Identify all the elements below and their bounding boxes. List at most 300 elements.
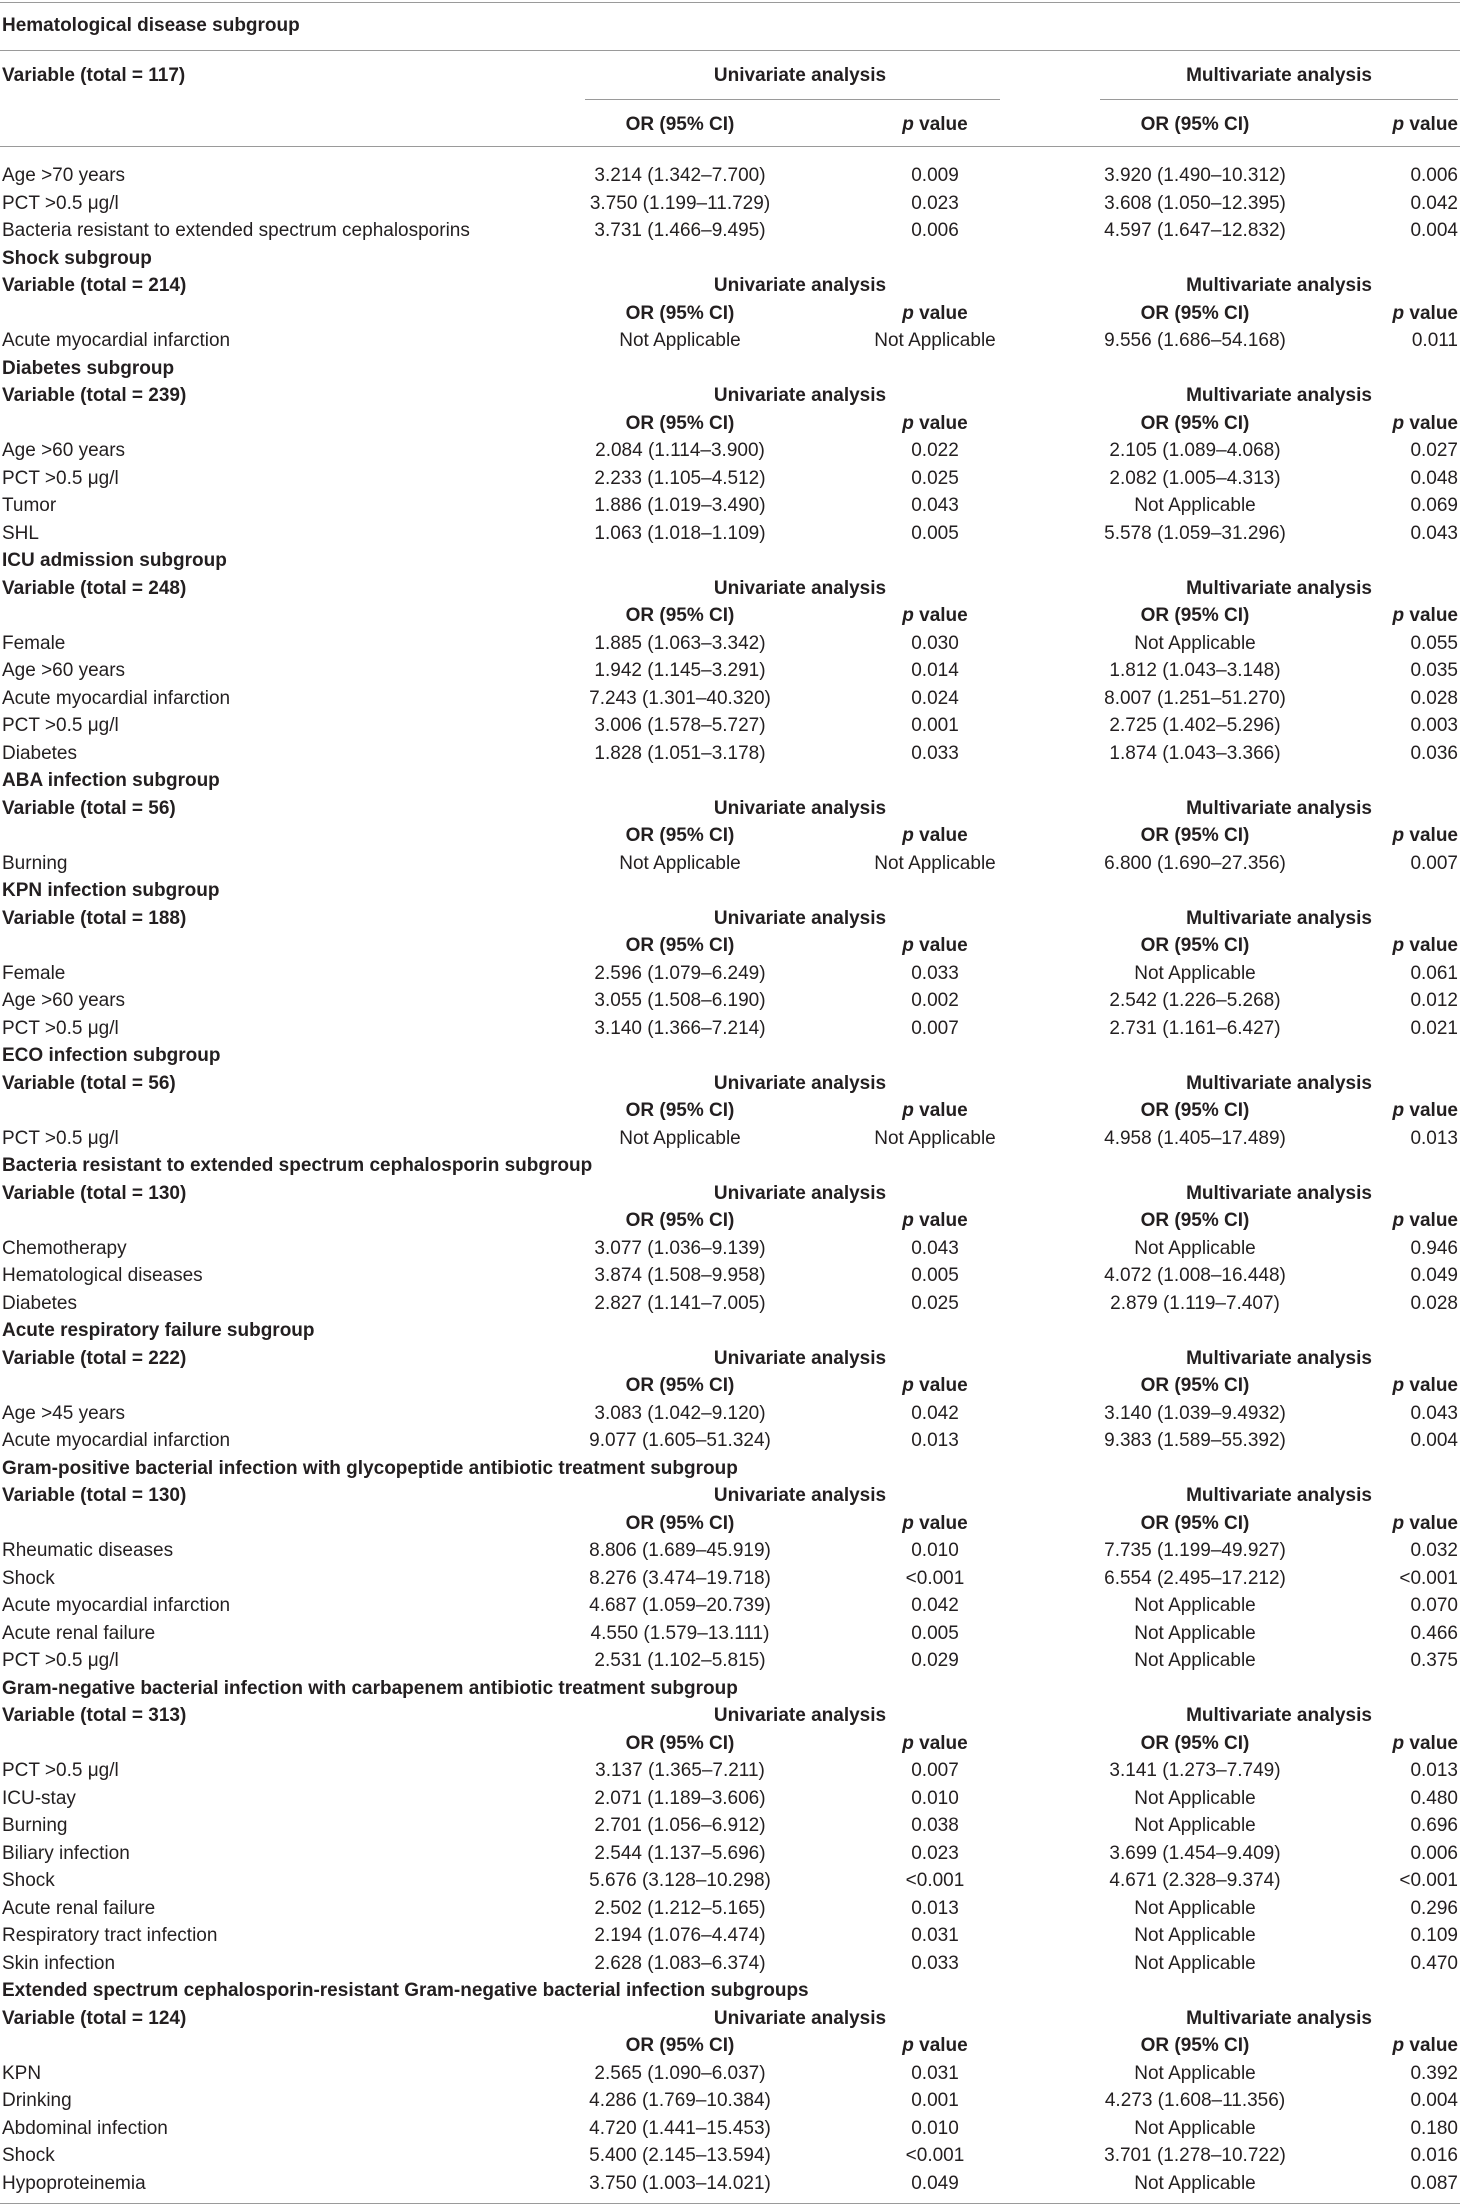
multivariate-p: 0.006 — [1410, 1843, 1458, 1864]
p-rest: value — [1404, 1375, 1458, 1396]
variable-header: Variable (total = 130) — [2, 1183, 187, 1204]
variable-name: Age >60 years — [2, 660, 126, 681]
multivariate-or: 3.701 (1.278–10.722) — [1104, 2145, 1286, 2166]
or-ci-header: OR (95% CI) — [625, 2035, 735, 2056]
p-italic: p — [1392, 303, 1405, 324]
or-ci-header: OR (95% CI) — [625, 605, 735, 626]
multivariate-p: 0.036 — [1410, 743, 1458, 764]
univariate-header: Univariate analysis — [713, 1073, 887, 1094]
subgroup-title — [0, 12, 1460, 39]
multivariate-p: 0.069 — [1410, 495, 1458, 516]
subgroup-title-text: Gram-positive bacterial infection with glycopeptide antibiotic treatment subgroup — [2, 1458, 738, 1479]
or-ci-header: OR (95% CI) — [625, 413, 735, 434]
univariate-or: 2.544 (1.137–5.696) — [594, 1843, 766, 1864]
subgroup-title — [0, 1042, 1460, 1069]
p-value-header — [860, 932, 1010, 959]
p-italic: p — [1392, 1513, 1405, 1534]
multivariate-p: 0.392 — [1410, 2063, 1458, 2084]
multivariate-or: 8.007 (1.251–51.270) — [1104, 688, 1286, 709]
p-italic: p — [902, 825, 914, 846]
multivariate-header: Multivariate analysis — [1186, 1485, 1372, 1506]
univariate-or: 4.550 (1.579–13.111) — [590, 1623, 770, 1644]
variable-name: Drinking — [2, 2090, 72, 2111]
variable-header: Variable (total = 117) — [2, 65, 186, 86]
header-row-2 — [0, 1097, 1460, 1124]
table-row — [0, 1262, 1460, 1289]
table-row — [0, 1125, 1460, 1152]
subgroup-title — [0, 1675, 1460, 1702]
multivariate-p: 0.028 — [1410, 688, 1458, 709]
header-row-2 — [0, 410, 1460, 437]
univariate-or: 3.077 (1.036–9.139) — [594, 1238, 766, 1259]
multivariate-header: Multivariate analysis — [1186, 2008, 1372, 2029]
or-ci-header: OR (95% CI) — [625, 1375, 735, 1396]
table-row — [0, 1620, 1460, 1647]
variable-name: KPN — [2, 2063, 42, 2084]
variable-name: Diabetes — [2, 1293, 77, 1314]
variable-name: PCT >0.5 μg/l — [2, 193, 119, 214]
multivariate-or: 6.800 (1.690–27.356) — [1104, 853, 1286, 874]
univariate-p: 0.007 — [911, 1018, 959, 1039]
multivariate-or: 2.725 (1.402–5.296) — [1109, 715, 1281, 736]
univariate-or: 2.531 (1.102–5.815) — [594, 1650, 766, 1671]
univariate-header: Univariate analysis — [713, 908, 887, 929]
p-italic: p — [902, 2035, 914, 2056]
univariate-or: 3.750 (1.199–11.729) — [589, 193, 771, 214]
or-ci-header: OR (95% CI) — [625, 1733, 735, 1754]
p-italic: p — [902, 935, 914, 956]
subgroup-title — [0, 355, 1460, 382]
univariate-header: Univariate analysis — [713, 275, 887, 296]
p-italic: p — [1392, 825, 1405, 846]
univariate-or: 1.063 (1.018–1.109) — [594, 523, 766, 544]
title-rule — [0, 50, 1460, 51]
variable-header: Variable (total = 214) — [2, 275, 187, 296]
multivariate-or: 7.735 (1.199–49.927) — [1104, 1540, 1286, 1561]
variable-name: Acute myocardial infarction — [2, 1595, 231, 1616]
multivariate-header: Multivariate analysis — [1186, 275, 1372, 296]
or-ci-header: OR (95% CI) — [1140, 1375, 1250, 1396]
table-row — [0, 437, 1460, 464]
variable-name: Age >60 years — [2, 990, 126, 1011]
univariate-p: 0.010 — [911, 1788, 959, 1809]
multivariate-p: 0.013 — [1410, 1128, 1458, 1149]
header-row-1 — [0, 1070, 1460, 1097]
variable-name: Shock — [2, 2145, 55, 2166]
p-value-header — [860, 300, 1010, 327]
p-value-header — [860, 1097, 1010, 1124]
variable-name: PCT >0.5 μg/l — [2, 1128, 119, 1149]
header-row-2 — [0, 300, 1460, 327]
multivariate-p: 0.027 — [1410, 440, 1458, 461]
variable-name: Acute renal failure — [2, 1623, 156, 1644]
table-row — [0, 685, 1460, 712]
variable-header: Variable (total = 188) — [2, 908, 187, 929]
multivariate-header: Multivariate analysis — [1186, 578, 1372, 599]
p-rest: value — [913, 1513, 968, 1534]
variable-name: Acute myocardial infarction — [2, 1430, 231, 1451]
or-ci-header: OR (95% CI) — [1140, 1733, 1250, 1754]
or-ci-header: OR (95% CI) — [1140, 413, 1250, 434]
univariate-or: 1.828 (1.051–3.178) — [594, 743, 766, 764]
p-italic: p — [902, 1100, 914, 1121]
header-row-1 — [0, 1702, 1460, 1729]
univariate-or: 1.942 (1.145–3.291) — [594, 660, 766, 681]
variable-name: Chemotherapy — [2, 1238, 127, 1259]
multivariate-or: 2.542 (1.226–5.268) — [1109, 990, 1281, 1011]
univariate-p: 0.005 — [911, 1265, 959, 1286]
p-rest: value — [913, 1375, 968, 1396]
p-value-header — [860, 1730, 1010, 1757]
header-row-1 — [0, 795, 1460, 822]
univariate-or: 5.400 (2.145–13.594) — [589, 2145, 771, 2166]
multivariate-p: 0.013 — [1410, 1760, 1458, 1781]
multivariate-p: <0.001 — [1399, 1870, 1458, 1891]
variable-name: Shock — [2, 1568, 55, 1589]
variable-name: PCT >0.5 μg/l — [2, 1018, 119, 1039]
header-row-2 — [0, 1510, 1460, 1537]
multivariate-or: 2.731 (1.161–6.427) — [1109, 1018, 1281, 1039]
variable-name: Diabetes — [2, 743, 77, 764]
multivariate-header: Multivariate analysis — [1186, 798, 1372, 819]
univariate-or: 2.194 (1.076–4.474) — [594, 1925, 766, 1946]
univariate-header: Univariate analysis — [713, 65, 887, 86]
multivariate-header: Multivariate analysis — [1186, 65, 1372, 86]
table-row — [0, 217, 1460, 244]
or-ci-header: OR (95% CI) — [625, 114, 735, 135]
multivariate-header: Multivariate analysis — [1186, 1183, 1372, 1204]
table-row — [0, 740, 1460, 767]
table-row — [0, 1950, 1460, 1977]
multivariate-or: 4.072 (1.008–16.448) — [1104, 1265, 1286, 1286]
p-rest: value — [1404, 605, 1458, 626]
or-ci-header: OR (95% CI) — [1140, 935, 1250, 956]
p-italic: p — [1392, 2035, 1405, 2056]
variable-header: Variable (total = 56) — [2, 798, 176, 819]
multivariate-or: 2.879 (1.119–7.407) — [1110, 1293, 1280, 1314]
multivariate-p: 0.375 — [1410, 1650, 1458, 1671]
p-italic: p — [1392, 605, 1405, 626]
p-value-header — [1310, 822, 1458, 849]
univariate-p: <0.001 — [905, 1870, 965, 1891]
subgroup-title-text: Acute respiratory failure subgroup — [2, 1320, 315, 1341]
variable-name: ICU-stay — [2, 1788, 76, 1809]
univariate-p: 0.014 — [911, 660, 959, 681]
univariate-p: 0.033 — [911, 1953, 959, 1974]
variable-header: Variable (total = 56) — [2, 1073, 176, 1094]
multivariate-p: 0.466 — [1410, 1623, 1458, 1644]
table-row — [0, 712, 1460, 739]
univariate-p: 0.023 — [911, 193, 959, 214]
header-row-1 — [0, 382, 1460, 409]
multivariate-or: 3.608 (1.050–12.395) — [1104, 193, 1286, 214]
univariate-header: Univariate analysis — [713, 2008, 887, 2029]
table-row — [0, 1867, 1460, 1894]
multivariate-p: 0.021 — [1410, 1018, 1458, 1039]
variable-header: Variable (total = 124) — [2, 2008, 187, 2029]
p-rest: value — [1404, 303, 1458, 324]
table-row — [0, 520, 1460, 547]
univariate-or: 3.214 (1.342–7.700) — [594, 165, 766, 186]
multivariate-p: 0.011 — [1411, 330, 1458, 351]
univariate-header: Univariate analysis — [713, 385, 887, 406]
univariate-or: 4.720 (1.441–15.453) — [589, 2118, 771, 2139]
p-rest: value — [1404, 1733, 1458, 1754]
table-row — [0, 1565, 1460, 1592]
p-value-header — [1310, 300, 1458, 327]
univariate-p: 0.001 — [911, 2090, 959, 2111]
univariate-p: 0.024 — [911, 688, 959, 709]
multivariate-or: Not Applicable — [1134, 1925, 1256, 1946]
variable-header: Variable (total = 130) — [2, 1485, 187, 1506]
header-row-1 — [0, 272, 1460, 299]
multivariate-or: Not Applicable — [1134, 1815, 1256, 1836]
univariate-or: 2.701 (1.056–6.912) — [594, 1815, 766, 1836]
univariate-or: 2.233 (1.105–4.512) — [594, 468, 766, 489]
multivariate-header: Multivariate analysis — [1186, 1348, 1372, 1369]
univariate-or: 3.140 (1.366–7.214) — [594, 1018, 766, 1039]
variable-name: Abdominal infection — [2, 2118, 168, 2139]
or-ci-header: OR (95% CI) — [625, 825, 735, 846]
variable-name: Burning — [2, 853, 68, 874]
table-row — [0, 987, 1460, 1014]
table-row — [0, 1537, 1460, 1564]
univariate-or: 3.750 (1.003–14.021) — [589, 2173, 771, 2194]
multivariate-or: Not Applicable — [1134, 633, 1256, 654]
variable-name: Acute myocardial infarction — [2, 330, 231, 351]
table-row — [0, 1647, 1460, 1674]
header-row-2 — [0, 602, 1460, 629]
variable-header: Variable (total = 313) — [2, 1705, 187, 1726]
univariate-or: 3.006 (1.578–5.727) — [594, 715, 766, 736]
variable-header: Variable (total = 248) — [2, 578, 187, 599]
p-value-header — [1310, 1510, 1458, 1537]
bottom-rule — [0, 2203, 1460, 2204]
p-rest: value — [1404, 825, 1458, 846]
table-row — [0, 1290, 1460, 1317]
or-ci-header: OR (95% CI) — [625, 1210, 735, 1231]
multivariate-or: 9.556 (1.686–54.168) — [1104, 330, 1286, 351]
univariate-p: 0.033 — [911, 743, 959, 764]
univariate-p: 0.006 — [911, 220, 959, 241]
univariate-header: Univariate analysis — [713, 1705, 887, 1726]
header-row-1 — [0, 1482, 1460, 1509]
multivariate-p: 0.006 — [1410, 165, 1458, 186]
table-row — [0, 327, 1460, 354]
p-value-header — [860, 1372, 1010, 1399]
or-ci-header: OR (95% CI) — [625, 1100, 735, 1121]
subgroup-title — [0, 547, 1460, 574]
multivariate-or: 9.383 (1.589–55.392) — [1104, 1430, 1286, 1451]
p-value-header — [1310, 1372, 1458, 1399]
multivariate-p: 0.003 — [1410, 715, 1458, 736]
univariate-or: 4.286 (1.769–10.384) — [589, 2090, 771, 2111]
univariate-header: Univariate analysis — [713, 1485, 887, 1506]
multivariate-p: 0.055 — [1410, 633, 1458, 654]
univariate-p: 0.023 — [911, 1843, 959, 1864]
multivariate-p: 0.028 — [1410, 1293, 1458, 1314]
p-rest: value — [913, 1733, 968, 1754]
univariate-or: 2.071 (1.189–3.606) — [594, 1788, 766, 1809]
p-italic: p — [902, 114, 914, 135]
univariate-p: Not Applicable — [874, 853, 996, 874]
p-rest: value — [913, 935, 968, 956]
table-row — [0, 2115, 1460, 2142]
univariate-or: 3.731 (1.466–9.495) — [594, 220, 766, 241]
multivariate-or: 1.874 (1.043–3.366) — [1109, 743, 1281, 764]
univariate-underline — [585, 99, 1000, 100]
variable-name: Tumor — [2, 495, 57, 516]
or-ci-header: OR (95% CI) — [625, 935, 735, 956]
variable-name: Biliary infection — [2, 1843, 130, 1864]
table-row — [0, 2142, 1460, 2169]
p-rest: value — [913, 413, 968, 434]
subgroup-title — [0, 245, 1460, 272]
table-row — [0, 492, 1460, 519]
variable-name: Shock — [2, 1870, 55, 1891]
multivariate-or: Not Applicable — [1134, 1623, 1256, 1644]
multivariate-or: Not Applicable — [1134, 1650, 1256, 1671]
or-ci-header: OR (95% CI) — [1140, 605, 1250, 626]
univariate-p: 0.033 — [911, 963, 959, 984]
p-italic: p — [1392, 114, 1405, 135]
multivariate-header: Multivariate analysis — [1186, 1073, 1372, 1094]
p-rest: value — [913, 303, 968, 324]
multivariate-p: 0.042 — [1410, 193, 1458, 214]
multivariate-or: 4.671 (2.328–9.374) — [1109, 1870, 1281, 1891]
or-ci-header: OR (95% CI) — [1140, 2035, 1250, 2056]
p-italic: p — [1392, 1733, 1405, 1754]
univariate-p: 0.043 — [911, 495, 959, 516]
univariate-p: 0.029 — [911, 1650, 959, 1671]
p-italic: p — [1392, 1100, 1405, 1121]
p-value-header — [1310, 1097, 1458, 1124]
multivariate-p: 0.035 — [1410, 660, 1458, 681]
header-row-2 — [0, 2032, 1460, 2059]
variable-name: SHL — [2, 523, 39, 544]
table-row — [0, 657, 1460, 684]
multivariate-or: 6.554 (2.495–17.212) — [1104, 1568, 1286, 1589]
multivariate-or: 3.920 (1.490–10.312) — [1104, 165, 1286, 186]
multivariate-p: 0.004 — [1410, 2090, 1458, 2111]
univariate-or: 3.874 (1.508–9.958) — [594, 1265, 766, 1286]
table-row — [0, 2170, 1460, 2197]
p-italic: p — [902, 303, 914, 324]
univariate-p: 0.013 — [911, 1430, 959, 1451]
variable-name: PCT >0.5 μg/l — [2, 468, 119, 489]
multivariate-or: Not Applicable — [1134, 2118, 1256, 2139]
p-value-header — [860, 1510, 1010, 1537]
p-value-header — [1310, 410, 1458, 437]
multivariate-p: 0.180 — [1410, 2118, 1458, 2139]
univariate-p: 0.013 — [911, 1898, 959, 1919]
univariate-p: 0.049 — [911, 2173, 959, 2194]
variable-header: Variable (total = 222) — [2, 1348, 187, 1369]
multivariate-p: 0.480 — [1410, 1788, 1458, 1809]
header-row-2 — [0, 822, 1460, 849]
p-rest: value — [1404, 1100, 1458, 1121]
multivariate-or: 3.699 (1.454–9.409) — [1109, 1843, 1281, 1864]
multivariate-p: 0.012 — [1410, 990, 1458, 1011]
univariate-or: Not Applicable — [619, 853, 741, 874]
univariate-p: 0.042 — [911, 1595, 959, 1616]
multivariate-header: Multivariate analysis — [1186, 908, 1372, 929]
p-value-header — [860, 410, 1010, 437]
header-row-2 — [0, 1372, 1460, 1399]
header-row-1 — [0, 2005, 1460, 2032]
variable-name: Age >70 years — [2, 165, 126, 186]
univariate-or: 2.502 (1.212–5.165) — [594, 1898, 766, 1919]
multivariate-p: 0.032 — [1410, 1540, 1458, 1561]
univariate-header: Univariate analysis — [713, 798, 887, 819]
multivariate-or: 5.578 (1.059–31.296) — [1104, 523, 1286, 544]
header-row-1 — [0, 62, 1460, 89]
univariate-p: <0.001 — [905, 2145, 965, 2166]
univariate-p: 0.022 — [911, 440, 959, 461]
univariate-p: 0.005 — [911, 1623, 959, 1644]
or-ci-header: OR (95% CI) — [1140, 303, 1250, 324]
variable-name: Acute myocardial infarction — [2, 688, 231, 709]
univariate-header: Univariate analysis — [713, 1183, 887, 1204]
header-row-2 — [0, 1207, 1460, 1234]
variable-name: Burning — [2, 1815, 68, 1836]
p-value-header — [1310, 111, 1458, 138]
univariate-header: Univariate analysis — [713, 578, 887, 599]
univariate-or: 2.827 (1.141–7.005) — [594, 1293, 766, 1314]
variable-name: Bacteria resistant to extended spectrum cephalosporins — [2, 220, 470, 241]
p-value-header — [1310, 1730, 1458, 1757]
p-value-header — [860, 2032, 1010, 2059]
p-value-header — [1310, 1207, 1458, 1234]
multivariate-p: 0.946 — [1410, 1238, 1458, 1259]
variable-name: Hematological diseases — [2, 1265, 203, 1286]
header-row-1 — [0, 905, 1460, 932]
subgroup-title-text: Hematological disease subgroup — [2, 15, 300, 36]
table-row — [0, 465, 1460, 492]
multivariate-p: 0.049 — [1410, 1265, 1458, 1286]
multivariate-p: 0.004 — [1410, 220, 1458, 241]
header-row-1 — [0, 1345, 1460, 1372]
univariate-or: 5.676 (3.128–10.298) — [589, 1870, 771, 1891]
table-row — [0, 1840, 1460, 1867]
p-rest: value — [913, 1100, 968, 1121]
header-rule — [0, 146, 1460, 147]
table-row — [0, 1785, 1460, 1812]
p-italic: p — [902, 413, 914, 434]
p-italic: p — [1392, 935, 1405, 956]
or-ci-header: OR (95% CI) — [1140, 1100, 1250, 1121]
univariate-header: Univariate analysis — [713, 1348, 887, 1369]
variable-name: Female — [2, 633, 66, 654]
p-rest: value — [1404, 413, 1458, 434]
subgroup-title-text: ICU admission subgroup — [2, 550, 227, 571]
univariate-p: 0.007 — [911, 1760, 959, 1781]
p-value-header — [1310, 602, 1458, 629]
multivariate-p: 0.296 — [1410, 1898, 1458, 1919]
variable-name: Age >60 years — [2, 440, 126, 461]
table-row — [0, 1427, 1460, 1454]
header-row-2 — [0, 111, 1460, 138]
table-row — [0, 1812, 1460, 1839]
univariate-p: 0.010 — [911, 2118, 959, 2139]
top-rule — [0, 2, 1460, 3]
multivariate-p: 0.696 — [1410, 1815, 1458, 1836]
multivariate-underline — [1100, 99, 1458, 100]
multivariate-or: Not Applicable — [1134, 495, 1256, 516]
table-row — [0, 1922, 1460, 1949]
multivariate-or: 2.082 (1.005–4.313) — [1109, 468, 1281, 489]
subgroup-title — [0, 767, 1460, 794]
